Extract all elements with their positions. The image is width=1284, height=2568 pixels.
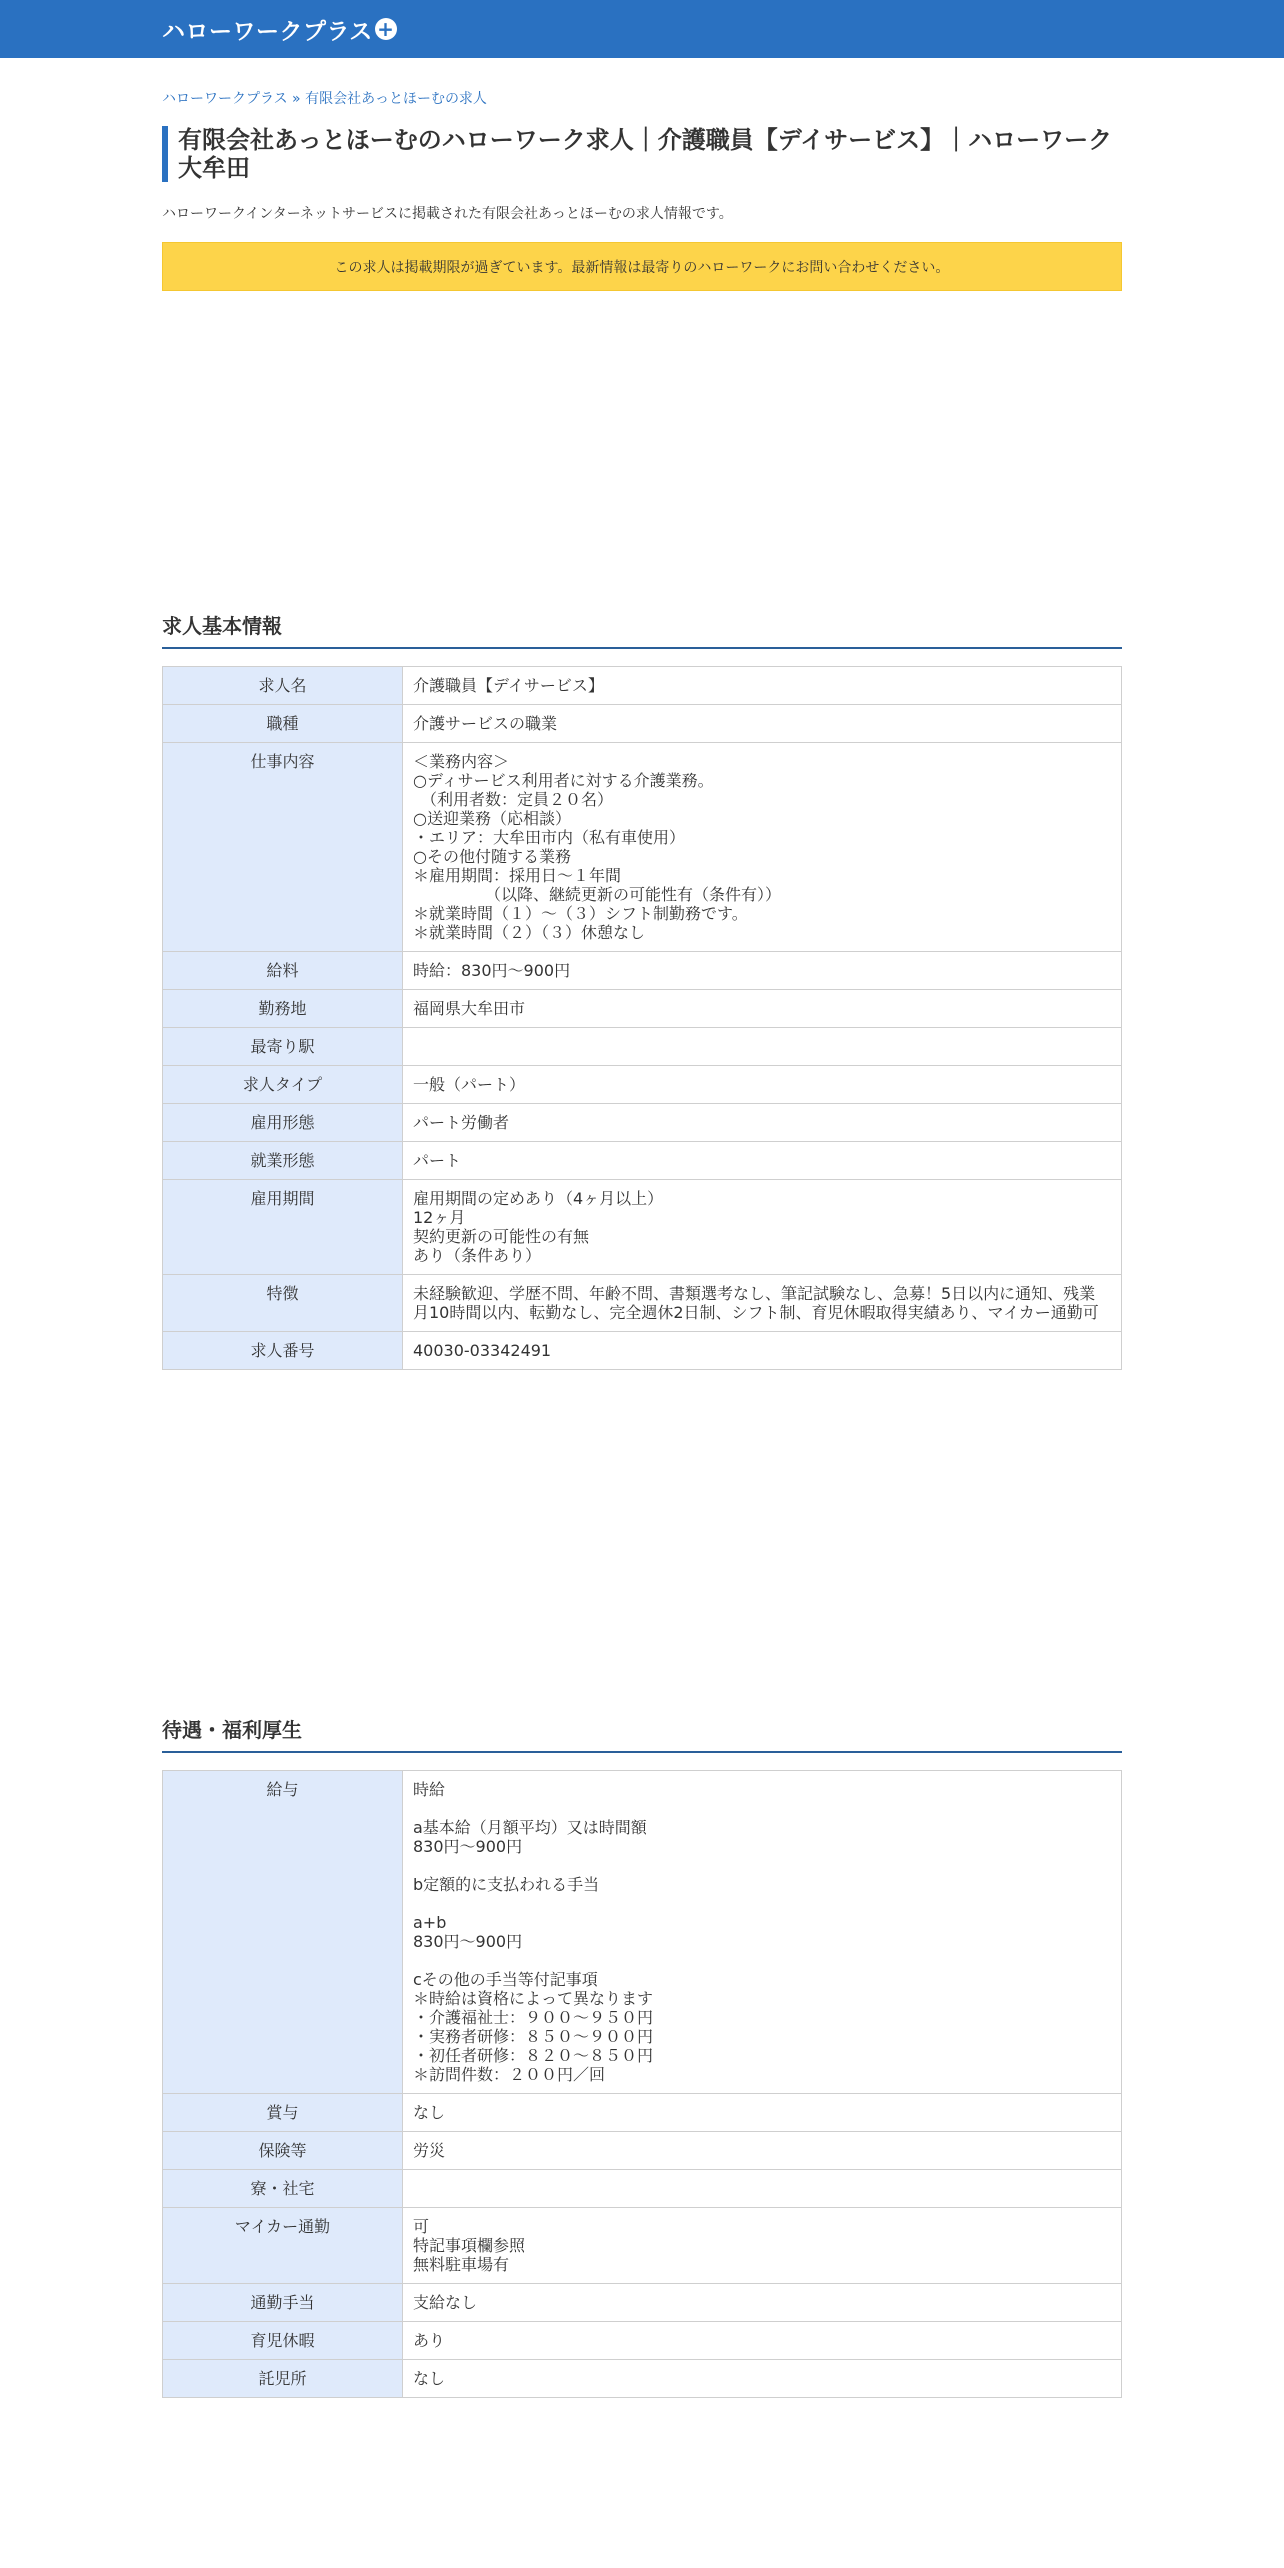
table-row xyxy=(163,705,1122,743)
row-value: 未経験歓迎、学歴不問、年齢不問、書類選考なし、筆記試験なし、急募！5日以内に通知、残業月10時間以内、転勤なし、完全週休2日制、シフト制、育児休暇取得実績あり、マイカー通勤可 xyxy=(403,1275,1122,1332)
row-label: 賞与 xyxy=(163,2094,403,2132)
table-row xyxy=(163,2284,1122,2322)
row-value: なし xyxy=(403,2360,1122,2398)
row-label: 寮・社宅 xyxy=(163,2170,403,2208)
lead-text: ハローワークインターネットサービスに掲載された有限会社あっとほーむの求人情報です。 xyxy=(162,206,733,222)
breadcrumb-separator: » xyxy=(292,91,301,107)
row-value: 雇用期間の定めあり（4ヶ月以上） 12ヶ月 契約更新の可能性の有無 あり（条件あり） xyxy=(403,1180,1122,1275)
row-label: 仕事内容 xyxy=(163,743,403,952)
row-value: 労災 xyxy=(403,2132,1122,2170)
row-value: なし xyxy=(403,2094,1122,2132)
row-label: 雇用形態 xyxy=(163,1104,403,1142)
row-value: 介護職員【デイサービス】 xyxy=(403,667,1122,705)
row-value: あり xyxy=(403,2322,1122,2360)
table-row xyxy=(163,1771,1122,2094)
table-row xyxy=(163,990,1122,1028)
row-value: 一般（パート） xyxy=(403,1066,1122,1104)
row-label: 職種 xyxy=(163,705,403,743)
row-value xyxy=(403,2170,1122,2208)
table-row xyxy=(163,2360,1122,2398)
row-value: 介護サービスの職業 xyxy=(403,705,1122,743)
row-label: 求人番号 xyxy=(163,1332,403,1370)
table-row xyxy=(163,1028,1122,1066)
row-value: 時給：830円～900円 xyxy=(403,952,1122,990)
expired-notice: この求人は掲載期限が過ぎています。最新情報は最寄りのハローワークにお問い合わせください。 xyxy=(162,242,1122,291)
table-row xyxy=(163,1066,1122,1104)
row-label: 勤務地 xyxy=(163,990,403,1028)
row-label: マイカー通勤 xyxy=(163,2208,403,2284)
row-value: パート労働者 xyxy=(403,1104,1122,1142)
row-label: 求人名 xyxy=(163,667,403,705)
table-row xyxy=(163,1332,1122,1370)
logo-text: ハローワークプラス xyxy=(162,18,373,45)
row-value: 40030-03342491 xyxy=(403,1332,1122,1370)
table-row xyxy=(163,2208,1122,2284)
basic-info-table xyxy=(162,666,1122,1370)
breadcrumb-current-link[interactable]: 有限会社あっとほーむの求人 xyxy=(305,91,487,107)
row-value: 支給なし xyxy=(403,2284,1122,2322)
table-row xyxy=(163,1104,1122,1142)
site-logo[interactable] xyxy=(162,13,397,46)
basic-info-heading: 求人基本情報 xyxy=(162,610,1122,649)
plus-circle-icon: + xyxy=(375,18,397,40)
row-label: 給料 xyxy=(163,952,403,990)
row-value: 可 特記事項欄参照 無料駐車場有 xyxy=(403,2208,1122,2284)
welfare-table xyxy=(162,1770,1122,2398)
table-row xyxy=(163,743,1122,952)
row-value: ＜業務内容＞ ○ディサービス利用者に対する介護業務。 （利用者数：定員２０名） ○送迎業務（応相談） ・エリア：大牟田市内（私有車使用） ○その他付随する業務 ＊雇用期間：採用日～１年間 （以降、継続更新の可能性有（条件有）） ＊就業時間（１）～（３）シフト制勤務です。 ＊就業時間（２）（３）休憩なし xyxy=(403,743,1122,952)
breadcrumb xyxy=(162,88,1122,108)
row-label: 雇用期間 xyxy=(163,1180,403,1275)
table-row xyxy=(163,2170,1122,2208)
row-label: 保険等 xyxy=(163,2132,403,2170)
table-row xyxy=(163,2094,1122,2132)
table-row xyxy=(163,2322,1122,2360)
page-title: 有限会社あっとほーむのハローワーク求人｜介護職員【デイサービス】｜ハローワーク大牟田 xyxy=(162,126,1122,182)
row-value xyxy=(403,1028,1122,1066)
row-value: 時給 a基本給（月額平均）又は時間額 830円～900円 b定額的に支払われる手当 a+b 830円～900円 cその他の手当等付記事項 ＊時給は資格によって異なります ・介護福祉士：９００～９５０円 ・実務者研修：８５０～９００円 ・初任者研修：８２０～８５０円 ＊訪問件数：２００円／回 xyxy=(403,1771,1122,2094)
row-label: 求人タイプ xyxy=(163,1066,403,1104)
row-label: 就業形態 xyxy=(163,1142,403,1180)
table-row xyxy=(163,667,1122,705)
table-row xyxy=(163,952,1122,990)
row-label: 特徴 xyxy=(163,1275,403,1332)
row-value: 福岡県大牟田市 xyxy=(403,990,1122,1028)
table-row xyxy=(163,1142,1122,1180)
welfare-heading: 待遇・福利厚生 xyxy=(162,1714,1122,1753)
table-row xyxy=(163,1180,1122,1275)
table-row xyxy=(163,2132,1122,2170)
row-label: 最寄り駅 xyxy=(163,1028,403,1066)
row-value: パート xyxy=(403,1142,1122,1180)
breadcrumb-home-link[interactable]: ハローワークプラス xyxy=(162,91,288,107)
row-label: 給与 xyxy=(163,1771,403,2094)
row-label: 託児所 xyxy=(163,2360,403,2398)
table-row xyxy=(163,1275,1122,1332)
row-label: 通勤手当 xyxy=(163,2284,403,2322)
row-label: 育児休暇 xyxy=(163,2322,403,2360)
site-header xyxy=(0,0,1284,58)
